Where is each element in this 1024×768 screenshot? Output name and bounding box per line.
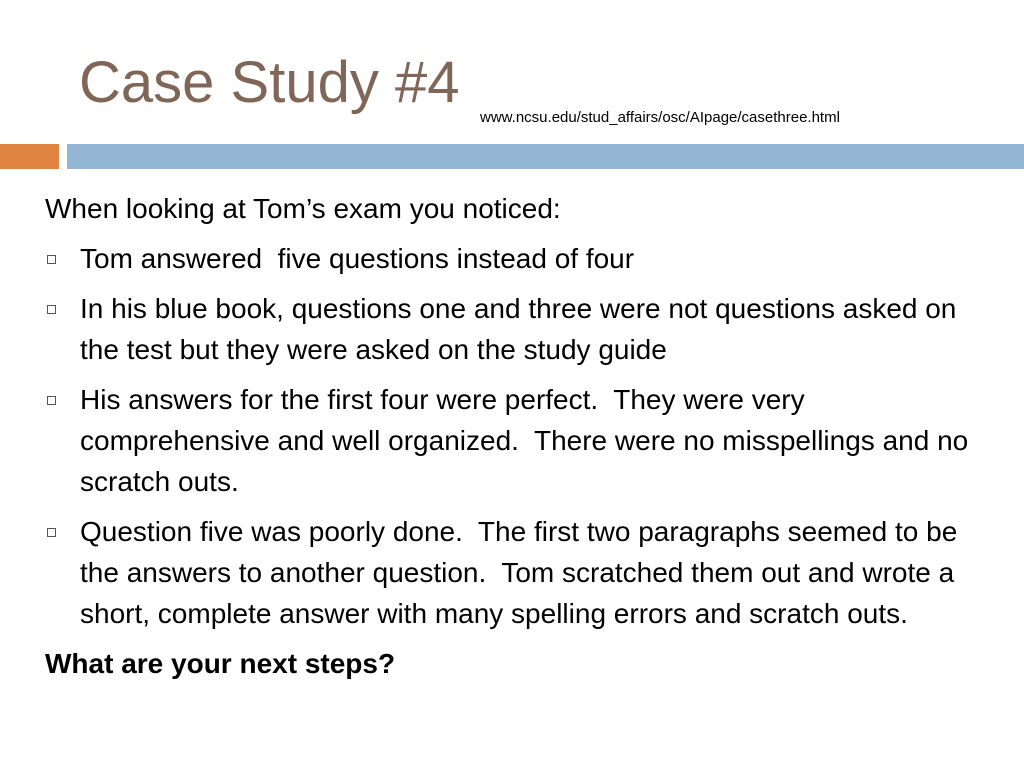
bullet-item (45, 511, 995, 634)
accent-bar-blue (67, 144, 1024, 169)
bullet-text: Tom answered five questions instead of four (80, 243, 635, 274)
bullet-text: Question five was poorly done. The first two paragraphs seemed to be the answers to another question. Tom scratched them out and wrote a short, complete answer with many spelling errors and scratch outs. (80, 516, 966, 629)
intro-text: When looking at Tom’s exam you noticed: (45, 193, 561, 224)
square-bullet-icon (47, 396, 56, 405)
bullet-list (45, 238, 995, 634)
bullet-text: His answers for the first four were perfect. They were very comprehensive and well organized. There were no misspellings and no scratch outs. (80, 384, 976, 497)
square-bullet-icon (47, 305, 56, 314)
slide-body (45, 188, 995, 684)
bullet-item (45, 238, 995, 279)
bullet-item (45, 288, 995, 370)
bullet-text: In his blue book, questions one and three were not questions asked on the test but they were asked on the study guide (80, 293, 957, 365)
source-url: www.ncsu.edu/stud_affairs/osc/AIpage/casethree.html (480, 109, 840, 126)
accent-bar-orange (0, 144, 59, 169)
square-bullet-icon (47, 255, 56, 264)
slide-title: Case Study #4 (79, 50, 460, 115)
closing-question: What are your next steps? (45, 648, 396, 679)
bullet-item (45, 379, 995, 502)
square-bullet-icon (47, 528, 56, 537)
